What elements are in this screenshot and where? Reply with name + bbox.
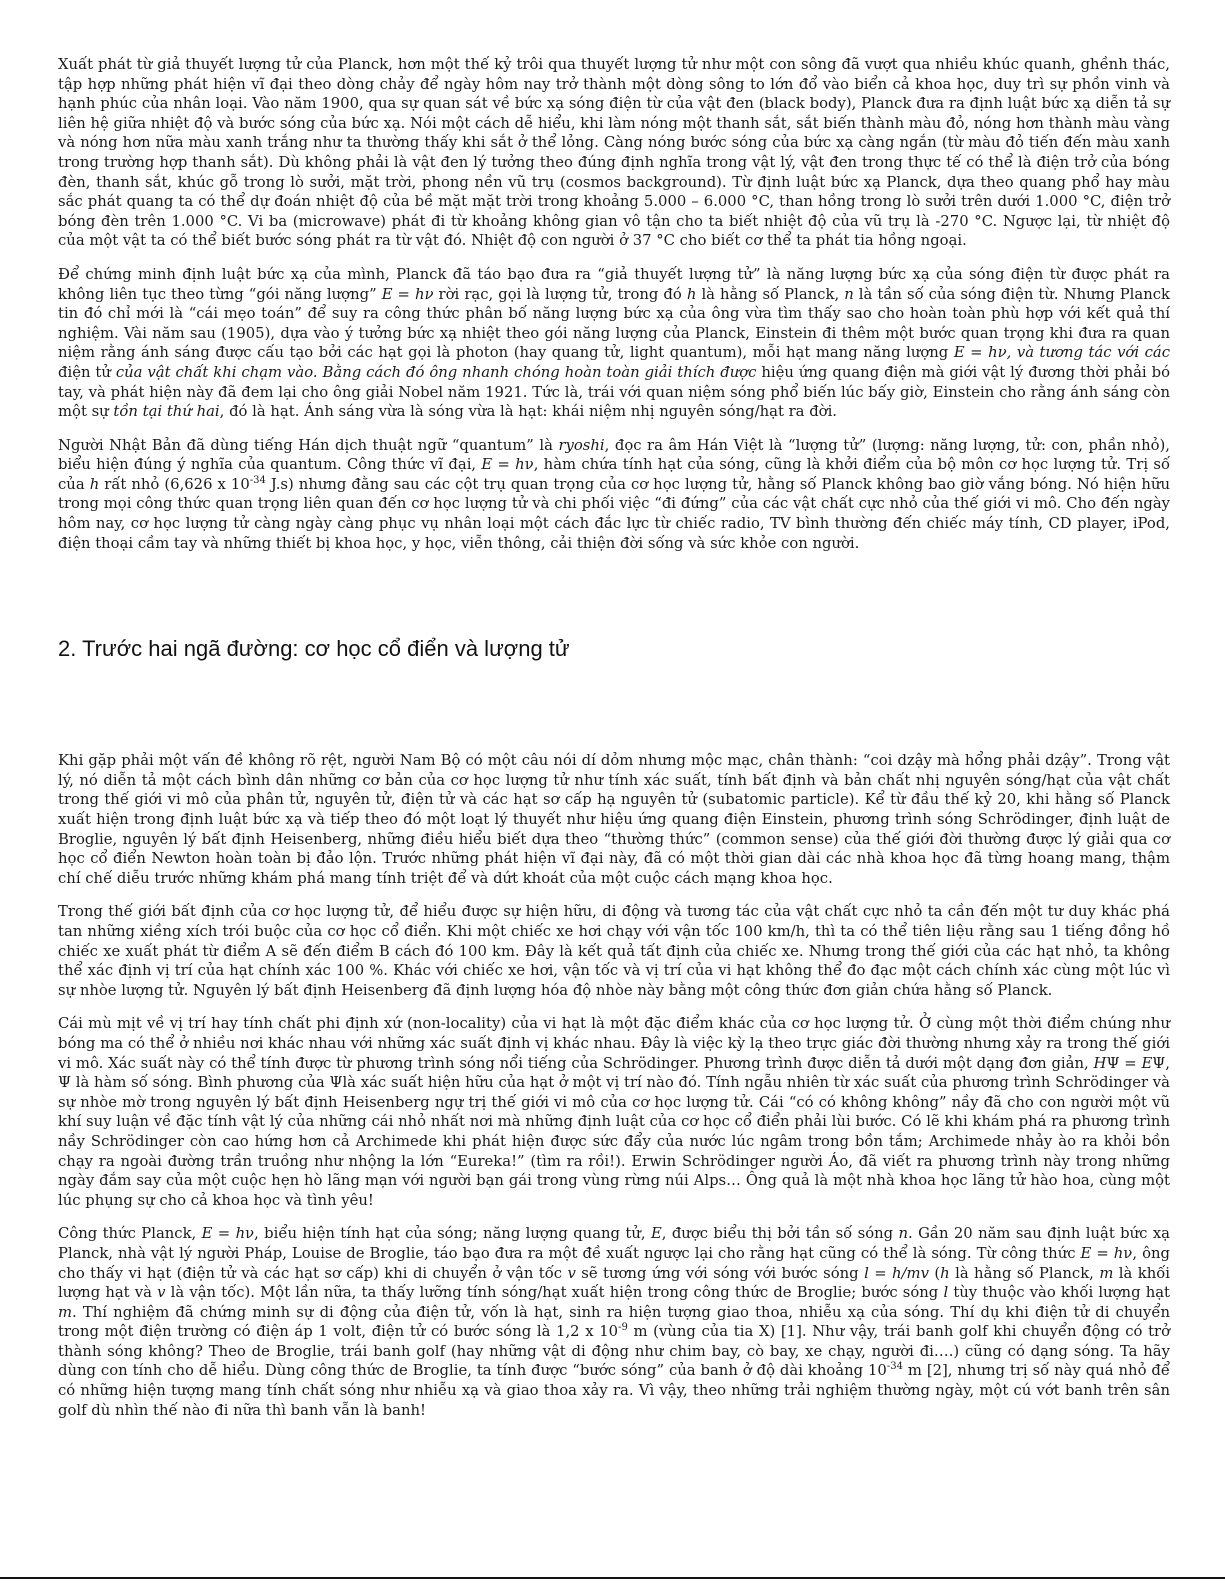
italic-text: E = h: [1080, 1244, 1124, 1262]
italic-text: l = h/mv: [864, 1264, 929, 1282]
text-run: (: [928, 1264, 941, 1282]
text-run: Khi gặp phải một vấn đề không rõ rệt, người Nam Bộ có một câu nói dí dỏm nhưng mộc mạc, chân thành: “coi dzậy mà hổng phải dzậy”. Trong vật lý, nó diễn tả một cách bình dân những cơ bản của cơ học lượng tử như tính xác suất, tính bất định và bản chất nhị nguyên sóng/hạt của vật chất trong thế giới vi mô của phân tử, nguyên tử, điện tử và các hạt sơ cấp hạ nguyên tử (subatomic particle). Kể từ đầu thế kỷ 20, khi hằng số Planck xuất hiện trong định luật bức xạ và tiếp theo đó một loạt lý thuyết như hiệu ứng quang điện Einstein, phương trình sóng Schrödinger, định luật de Broglie, nguyên lý bất định Heisenberg, những điều hiểu biết dựa theo “thường thức” (common sense) của thế giới đời thường được lý giải qua cơ học cổ điển Newton hoàn toàn bị đảo lộn. Trước những phát hiện vĩ đại này, đã có một thời gian dài các nhà khoa học đã từng hoang mang, thậm chí chế diễu trước những khám phá mang tính triệt để và dứt khoát của một cuộc cách mạng khoa học.: [58, 752, 1170, 887]
italic-text: h: [940, 1264, 950, 1282]
text-run: rất nhỏ (6,626 x 10: [99, 475, 250, 493]
text-run: là tần số của sóng điện từ. Nhưng Planck tin đó chỉ mới là “cái mẹo toán” để suy ra công thức phân bố năng lượng bức xạ của ông vừa tìm thấy sao cho hoàn toàn phù hợp với kết quả thí nghiệm. Vài năm sau (1905), dựa vào ý tưởng bức xạ nhiệt theo gói năng lượng của Planck, Einstein đi thêm một bước quan trọng khi đưa ra quan niệm rằng ánh sáng được cấu tạo bởi các hạt gọi là photon (hay quang tử, light quantum), mỗi hạt mang năng lượng: [58, 285, 1171, 362]
italic-text: v: [157, 1284, 166, 1302]
paragraph: [58, 436, 1170, 554]
italic-text: m: [58, 1303, 73, 1321]
italic-text: E = hν, và tương tác với các: [953, 344, 1171, 362]
italic-text: của vật chất khi chạm vào. Bằng cách đó ông nhanh chóng hoàn toàn giải thích được: [115, 363, 757, 381]
text-run: , đó là hạt. Ánh sáng vừa là sóng vừa là hạt: khái niệm nhị nguyên sóng/hạt ra đời.: [219, 403, 838, 421]
italic-text: m: [1099, 1264, 1114, 1282]
italic-text: E = h: [201, 1225, 246, 1243]
italic-text: h: [89, 475, 100, 493]
italic-text: h: [686, 285, 697, 303]
text-run: sẽ tương ứng với sóng với bước sóng: [575, 1264, 865, 1282]
italic-text: tồn tại thứ hai: [113, 403, 220, 421]
italic-text: v: [567, 1264, 576, 1282]
paragraph: [58, 902, 1170, 1000]
document-page: [58, 55, 1170, 1434]
italic-text: H: [1093, 1054, 1107, 1072]
superscript-text: -9: [618, 1322, 628, 1334]
italic-text: E = h: [481, 456, 525, 474]
text-run: . Gần 20 năm sau định luật bức xạ Planck, nhà vật lý người Pháp, Louise de Broglie, táo bạo đưa ra một đề xuất ngược lại cho rằng hạt cũng có thể là sóng. Từ công thức: [58, 1225, 1170, 1262]
italic-text: n: [898, 1225, 909, 1243]
text-run: là hằng số Planck,: [696, 285, 845, 303]
text-run: Người Nhật Bản đã dùng tiếng Hán dịch thuật ngữ “quantum” là: [58, 436, 559, 454]
text-run: Trong thế giới bất định của cơ học lượng tử, để hiểu được sự hiện hữu, di động và tương tác của vật chất cực nhỏ ta cần đến một tư duy khác phá tan những xiềng xích trói buộc của cơ học cổ điển. Khi một chiếc xe hơi chạy với vận tốc 100 km/h, thì ta có thể tiên liệu rằng sau 1 tiếng đồng hồ chiếc xe xuất phát từ điểm A sẽ đến điểm B cách đó 100 km. Đây là kết quả tất định của chiếc xe. Nhưng trong thế giới của các hạt nhỏ, ta không thể xác định vị trí của hạt chính xác 100 %. Khác với chiếc xe hơi, vận tốc và vị trí của vi hạt không thể đo đạc một cách chính xác cùng một lúc vì sự nhòe lượng tử. Nguyên lý bất định Heisenberg đã định lượng hóa độ nhòe này bằng một công thức đơn giản chứa hằng số Planck.: [58, 903, 1170, 999]
italic-text: n: [844, 285, 854, 303]
intro-section: [58, 55, 1170, 553]
text-run: Ψ =: [1106, 1054, 1142, 1072]
text-run: ν, ông cho thấy vi hạt (điện tử và các hạt sơ cấp) khi di chuyển ở vận tốc: [58, 1244, 1170, 1282]
text-run: , đọc ra âm Hán Việt là “lượng tử” (lượng: năng lượng, tử: con, phần nhỏ), biểu hiện đúng ý nghĩa của quantum. Công thức vĩ đại,: [58, 436, 1170, 474]
text-run: . Thí nghiệm đã chứng minh sự di động của điện tử, vốn là hạt, sinh ra hiện tượng giao thoa, nhiễu xạ của sóng. Thí dụ khi điện tử di chuyển trong một điện trường có điện áp 1 volt, điện tử có bước sóng là 1,2 x 10: [58, 1303, 1170, 1341]
paragraph: [58, 1014, 1170, 1210]
paragraph: [58, 55, 1170, 251]
text-run: J.s) nhưng đằng sau các cột trụ quan trọng của cơ học lượng tử, hằng số Planck không bao giờ vắng bóng. Nó hiện hữu trong mọi công thức quan trọng liên quan đến cơ học lượng tử và chi phối việc “đi đứng” của các vật chất cực nhỏ của thế giới vi mô. Cho đến ngày hôm nay, cơ học lượng tử càng ngày càng phục vụ nhân loại một cách đắc lực từ chiếc radio, TV bình thường đến chiếc máy tính, CD player, iPod, điện thoại cầm tay và những thiết bị khoa học, y học, viễn thông, cải thiện đời sống và sức khỏe con người.: [58, 475, 1170, 552]
text-run: hiệu ứng quang điện mà giới vật lý đương thời phải bó tay, và phát hiện này đã đem lại cho ông giải Nobel năm 1921. Tức là, trái với quan niệm sóng phổ biến lúc bấy giờ, Einstein cho rằng ánh sáng còn một sự: [58, 363, 1170, 421]
text-run: m [2], nhưng trị số này quá nhỏ để có những hiện tượng mang tính chất sóng như nhiễu xạ và giao thoa xảy ra. Vì vậy, theo những trải nghiệm thường ngày, một cú vớt banh trên sân golf dù nhìn thế nào đi nữa thì banh vẫn là banh!: [58, 1362, 1170, 1419]
section-heading: 2. Trước hai ngã đường: cơ học cổ điển và lượng tử: [58, 636, 570, 662]
paragraph: [58, 1224, 1170, 1420]
superscript-text: -34: [249, 474, 266, 486]
text-run: rời rạc, gọi là lượng tử, trong đó: [433, 285, 687, 303]
text-run: Cái mù mịt về vị trí hay tính chất phi định xứ (non-locality) của vi hạt là một đặc điểm khác của cơ học lượng tử. Ở cùng một thời điểm chúng như bóng ma có thể ở nhiều nơi khác nhau với những xác suất định vị khác nhau. Đây là việc kỳ lạ theo trực giác đời thường nhưng xảy ra trong thế giới vi mô. Xác suất này có thể tính được từ phương trình sóng nổi tiếng của Schrödinger. Phương trình được diễn tả dưới một dạng đơn giản,: [58, 1015, 1170, 1072]
section-2-body: [58, 751, 1170, 1420]
text-run: Xuất phát từ giả thuyết lượng tử của Planck, hơn một thế kỷ trôi qua thuyết lượng tử như một con sông đã vượt qua nhiều khúc quanh, ghềnh thác, tập hợp những phát hiện vĩ đại theo dòng chảy để ngày hôm nay trở thành một dòng sông to lớn đổ vào biển cả khoa học, duy trì sự phồn vinh và hạnh phúc của nhân loại. Vào năm 1900, qua sự quan sát về bức xạ sóng điện từ của vật đen (black body), Planck đưa ra định luật bức xạ diễn tả sự liên hệ giữa nhiệt độ và bước sóng của bức xạ. Nói một cách dễ hiểu, khi làm nóng một thanh sắt, sắt biến thành màu đỏ, nóng hơn thành màu vàng và nóng hơn nữa màu xanh trắng như ta thường thấy khi sắt ở thể lỏng. Càng nóng bước sóng của bức xạ càng ngắn (từ màu đỏ tiến đến màu xanh trong trường hợp thanh sắt). Dù không phải là vật đen lý tưởng theo đúng định nghĩa trong vật lý, vật đen trong thực tế có thể là điện trở của bóng đèn, thanh sắt, khúc gỗ trong lò sưởi, mặt trời, phong nền vũ trụ (cosmos background). Từ định luật bức xạ Planck, dựa theo quang phổ hay màu sắc phát quang ta có thể dự đoán nhiệt độ của bề mặt mặt trời trong khoảng 5.000 – 6.000 °C, than hồng trong lò sưởi trên dưới 1.000 °C, điện trở bóng đèn trên 1.000 °C. Vi ba (microwave) phát đi từ khoảng không gian vô tận cho ta biết nhiệt độ của vũ trụ là -270 °C. Ngược lại, từ nhiệt độ của một vật ta có thể biết bước sóng phát ra từ vật đó. Nhiệt độ con người ở 37 °C cho biết cơ thể ta phát tia hồng ngoại.: [58, 56, 1170, 250]
paragraph: [58, 265, 1170, 422]
superscript-text: -34: [886, 1361, 903, 1373]
text-run: ν, biểu hiện tính hạt của sóng; năng lượng quang tử,: [245, 1225, 651, 1243]
italic-text: ryoshi: [558, 436, 605, 454]
page-bottom-rule: [0, 1577, 1225, 1579]
text-run: , được biểu thị bởi tần số sóng: [661, 1225, 899, 1243]
text-run: là khối lượng hạt và: [58, 1264, 1171, 1302]
paragraph: [58, 751, 1170, 888]
italic-text: l: [943, 1284, 949, 1302]
text-run: Công thức Planck,: [58, 1225, 202, 1243]
italic-text: E: [1141, 1054, 1153, 1072]
text-run: Ψ, Ψ là hàm số sóng. Bình phương của Ψlà xác suất hiện hữu của hạt ở một vị trí nào đó. Tính ngẫu nhiên từ xác suất của phương trình Schrödinger và sự nhòe mờ trong nguyên lý bất định Heisenberg ngự trị thế giới vi mô của cơ học lượng tử. Cái “có có không không” nầy đã cho con người một vũ khí suy luận về đặc tính vật lý của những cái nhỏ nhất nơi mà những định luật của cơ học cổ điển phải lùi bước. Có lẽ khi khám phá ra phương trình nầy Schrödinger còn cao hứng hơn cả Archimede khi phát hiện được sức đẩy của nước lúc ngâm trong bồn tắm; Archimede nhảy ào ra khỏi bồn chạy ra ngoài đường trần truồng như nhộng la lớn “Eureka!” (tìm ra rồi!). Erwin Schrödinger người Áo, đã viết ra phương trình này trong những ngày đắm say của một cuộc hẹn hò lãng mạn với người bạn gái trong vùng rừng núi Alps… Ông quả là một nhà khoa học lãng tử hào hoa, cùng một lúc phụng sự cho cả khoa học và tình yêu!: [58, 1054, 1170, 1209]
text-run: điện tử: [58, 363, 116, 381]
text-run: tùy thuộc vào khối lượng hạt: [948, 1284, 1170, 1302]
italic-text: E = hν: [381, 285, 434, 303]
text-run: m (vùng của tia X) [1]. Như vậy, trái banh golf khi chuyển động có trở thành sóng không? Theo de Broglie, trái banh golf (hay những vật di động như chim bay, cò bay, xe chạy, người đi….) cũng có dạng sóng. Ta hãy dùng con tính cho dễ hiểu. Dùng công thức de Broglie, ta tính được “bước sóng” của banh ở độ dài khoảng 10: [58, 1323, 1170, 1380]
italic-text: E: [650, 1225, 662, 1243]
text-run: ν, hàm chứa tính hạt của sóng, cũng là khởi điểm của bộ môn cơ học lượng tử. Trị số của: [58, 456, 1170, 493]
text-run: là hằng số Planck,: [949, 1264, 1100, 1282]
text-run: là vận tốc). Một lần nữa, ta thấy lưỡng tính sóng/hạt xuất hiện trong công thức de Broglie; bước sóng: [165, 1284, 944, 1302]
text-run: Để chứng minh định luật bức xạ của mình, Planck đã táo bạo đưa ra “giả thuyết lượng tử” là năng lượng bức xạ của sóng điện từ được phát ra không liên tục theo từng “gói năng lượng”: [58, 265, 1170, 303]
